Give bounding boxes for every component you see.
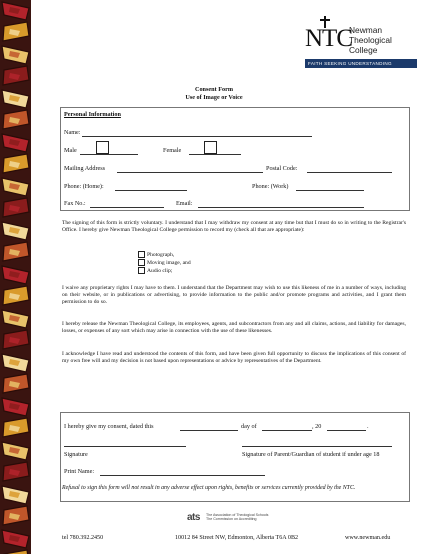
year-prefix-label: , 20 <box>312 423 322 430</box>
college-logo <box>305 22 417 70</box>
male-label: Male <box>64 147 77 154</box>
ats-line: The Commission on Accrediting <box>206 517 257 522</box>
consent-dated-label: I hereby give my consent, dated this <box>64 423 154 430</box>
ats-logo-icon: ats <box>187 512 200 523</box>
logo-college-name <box>349 25 392 55</box>
ats-accreditation <box>187 512 277 526</box>
personal-info-heading: Personal Information <box>64 111 121 118</box>
form-title: Consent Form <box>195 86 233 93</box>
ats-line: The Association of Theological Schools <box>206 513 269 517</box>
phone-home-field[interactable] <box>115 190 187 191</box>
guardian-signature-label: Signature of Parent/Guardian of student if under age 18 <box>242 451 380 458</box>
fax-label: Fax No.: <box>64 200 86 207</box>
footer-phone: tel 780.392.2450 <box>62 535 104 541</box>
logo-ntc-mark: NTC <box>305 25 352 52</box>
photograph-option: Photograph, <box>147 252 175 258</box>
postal-code-field[interactable] <box>307 172 392 173</box>
ats-text <box>206 513 268 522</box>
female-checkbox[interactable] <box>204 141 217 154</box>
male-line <box>80 154 138 155</box>
form-subtitle: Use of Image or Voice <box>185 94 243 101</box>
moving-image-option: Moving image, and <box>147 260 191 266</box>
postal-code-label: Postal Code: <box>266 165 298 172</box>
phone-work-label: Phone: (Work) <box>252 183 289 190</box>
consent-period: . <box>367 423 369 430</box>
email-field[interactable] <box>198 207 364 208</box>
signature-field[interactable] <box>64 446 186 447</box>
footer-address: 10012 84 Street NW, Edmonton, Alberta T6A 0B2 <box>175 535 299 541</box>
audio-clip-checkbox[interactable] <box>138 267 145 274</box>
stained-glass-strip <box>0 0 31 554</box>
male-checkbox[interactable] <box>96 141 109 154</box>
phone-home-label: Phone: (Home): <box>64 183 104 190</box>
day-of-label: day of <box>241 423 257 430</box>
moving-image-checkbox[interactable] <box>138 259 145 266</box>
consent-year-field[interactable] <box>327 430 366 431</box>
acknowledge-paragraph: I acknowledge I have read and understood the contents of this form, and have been given full opportunity to discuss the implications of this consent of my own free will and my decision is not based upon representations or advice by representatives of the Department. <box>62 351 406 364</box>
logo-tagline: FAITH SEEKING UNDERSTANDING <box>305 59 417 68</box>
female-line <box>189 154 241 155</box>
consent-day-field[interactable] <box>180 430 238 431</box>
signature-label: Signature <box>64 451 88 458</box>
logo-name-line: Theological <box>349 35 392 45</box>
logo-name-line: College <box>349 45 378 55</box>
voluntary-paragraph: The signing of this form is strictly voluntary. I understand that I may withdraw my consent at any time but that I must do so in writing to the Registrar's Office. I hereby give Newman Theological College permission to record my (check all that are appropriate): <box>62 220 406 233</box>
name-field[interactable] <box>82 136 312 137</box>
consent-month-field[interactable] <box>262 430 312 431</box>
mailing-address-field[interactable] <box>117 172 263 173</box>
fax-field[interactable] <box>90 207 164 208</box>
guardian-signature-field[interactable] <box>242 446 392 447</box>
stained-glass-pattern <box>0 0 31 554</box>
print-name-label: Print Name: <box>64 468 95 475</box>
release-paragraph: I hereby release the Newman Theological College, its employees, agents, and subcontractors from any and all claims, actions, and liability for damages, losses, or expenses of any sort which may arise in connection with the use of these likenesses. <box>62 321 406 334</box>
phone-work-field[interactable] <box>296 190 364 191</box>
mailing-address-label: Mailing Address <box>64 165 106 172</box>
logo-name-line: Newman <box>349 25 383 35</box>
refusal-notice: Refusal to sign this form will not result in any adverse effect upon rights, benefits or services currently provided by the NTC. <box>62 485 356 491</box>
email-label: Email: <box>176 200 193 207</box>
waiver-paragraph: I waive any proprietary rights I may have to them. I understand that the Department may wish to use this likeness of me in a number of ways, including on their website, or in publications or advertising, to provide information to the public and/or promote programs and activities, and I grant them permission to do so. <box>62 285 406 305</box>
personal-info-section <box>60 107 410 211</box>
name-label: Name: <box>64 129 81 136</box>
footer-website[interactable]: www.newman.edu <box>345 535 391 541</box>
photograph-checkbox[interactable] <box>138 251 145 258</box>
print-name-field[interactable] <box>100 475 265 476</box>
female-label: Female <box>163 147 182 154</box>
audio-clip-option: Audio clip; <box>147 268 173 274</box>
